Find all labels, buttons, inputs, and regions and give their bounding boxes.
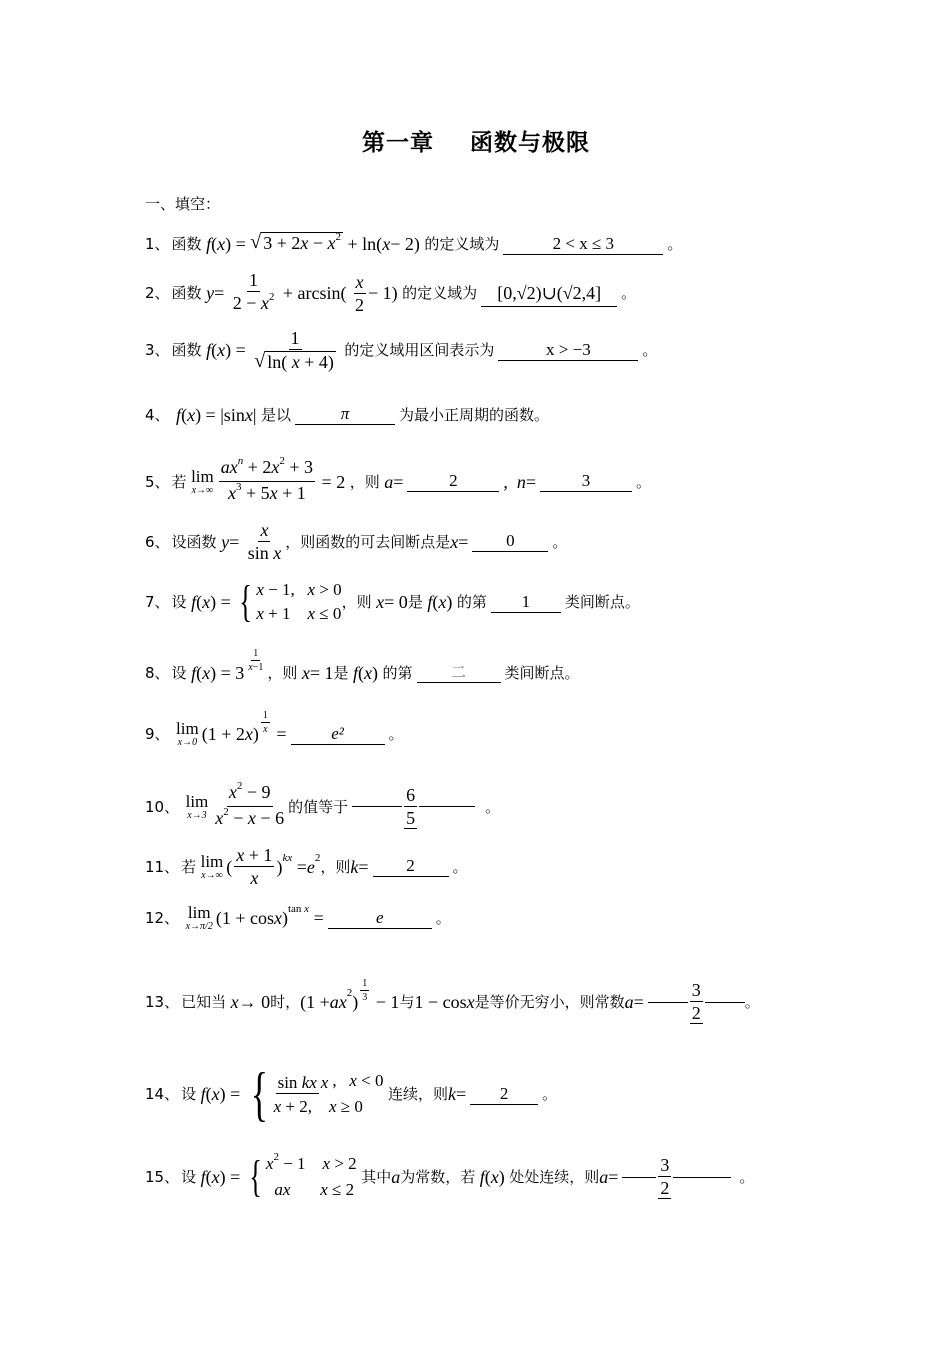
- answer-2: [0,√2)∪(√2,4]: [481, 280, 617, 307]
- answer-8: 二: [417, 662, 501, 683]
- question-10: 10、 lim x→3 $\frac{x^2 - 9}{x^2 - x - 6}$ 的值等于 $\frac{6}{5}$ 。: [145, 782, 500, 831]
- answer-1: 2 < x ≤ 3: [503, 234, 663, 255]
- answer-7: 1: [491, 592, 561, 613]
- question-2: 2、 函数 y = $\frac{1}{2 - x^2}$ + arcsin( $\frac{x}{2}$ − 1) 的定义域为 [0,√2)∪(√2,4] 。: [145, 270, 637, 315]
- formula-7: f ( x ) = { x − 1, x > 0 x + 1 x ≤ 0: [191, 577, 342, 626]
- question-13: 13、 已知当 x → 0 时， (1 + ax 2 ) $\frac{1}{3}$ − 1 与 1 − cos x 是等价无穷小，则常数 a = $\frac{3}{2}$ 。: [145, 977, 760, 1023]
- answer-15: $\frac{3}{2}$: [660, 1155, 670, 1198]
- formula-15: f ( x ) = { x2 − 1 x > 2 ax x ≤ 2: [200, 1151, 357, 1201]
- answer-11: 2: [373, 856, 449, 877]
- answer-10: $\frac{6}{5}$: [406, 784, 416, 828]
- answer-6: 0: [472, 531, 548, 552]
- section-heading: 一、填空：: [145, 195, 221, 213]
- question-4: 4、 f ( x ) = |sin x | 是以 π 为最小正周期的函数。: [145, 404, 549, 425]
- formula-12: lim x→π/2 (1 + cos x ) tan x =: [185, 903, 324, 932]
- answer-14: 2: [470, 1084, 538, 1105]
- answer-4: π: [295, 404, 395, 425]
- formula-10: lim x→3 $\frac{x^2 - 9}{x^2 - x - 6}$: [185, 780, 285, 828]
- question-14: 14、 设 f ( x ) = { sin kx x , x < 0 x + 2, x ≥ 0 连续，则 k = 2 。: [145, 1061, 558, 1127]
- question-9: 9、 lim x→0 (1 + 2 x ) $\frac{1}{x}$ = e² 。: [145, 709, 404, 748]
- formula-8: f ( x ) = 3 $\frac{1}{x-1}$: [191, 648, 264, 683]
- answer-12: e: [328, 908, 432, 929]
- page-title: 第一章 函数与极限: [361, 130, 591, 156]
- question-15: 15、 设 f ( x ) = { x2 − 1 x > 2 ax x ≤ 2 其中 a 为常数，若 f ( x ) 处处连续，则 a = $\frac{3}{2}$ 。: [145, 1151, 755, 1201]
- formula-5: lim x→∞ $\frac{ax^n + 2x^2 + 3}{x^3 + 5x + 1}$ = 2: [191, 455, 350, 503]
- formula-1: f ( x ) = √ $3 + 2x - x^2$ + ln( x − 2): [206, 231, 425, 254]
- answer-3: x > −3: [498, 340, 638, 361]
- formula-2: y = $\frac{1}{2 - x^2}$ + arcsin( $\frac{x}{2}$ − 1): [206, 270, 403, 315]
- formula-3: f ( x ) = 1 √ ln( x + 4): [206, 328, 334, 372]
- formula-11: lim x→∞ ( $\frac{x + 1}{x}$ ) kx = e 2: [200, 845, 321, 888]
- question-3: 3、 函数 f ( x ) = 1 √ ln( x + 4) 的定义域用区间表示为 x > −3 。: [145, 328, 658, 372]
- formula-13: (1 + ax 2 ) $\frac{1}{3}$ − 1: [300, 977, 400, 1012]
- formula-6: y = $\frac{x}{\text{sin x}}$: [221, 520, 282, 563]
- question-5: 5、 若 lim x→∞ $\frac{ax^n + 2x^2 + 3}{x^3 + 5x + 1}$ = 2 ，则 a = 2 , n = 3 。: [145, 457, 651, 506]
- answer-13: $\frac{3}{2}$: [691, 980, 701, 1023]
- formula-9: lim x→0 (1 + 2 x ) $\frac{1}{x}$ =: [176, 709, 287, 748]
- formula-4: f ( x ) = |sin x |: [176, 404, 261, 425]
- formula-14: f ( x ) = { sin kx x , x < 0 x + 2, x ≥ 0: [200, 1061, 384, 1127]
- answer-5a: 2: [407, 471, 499, 492]
- question-12: 12、 lim x→π/2 (1 + cos x ) tan x = e 。: [145, 903, 451, 932]
- question-8: 8、 设 f ( x ) = 3 $\frac{1}{x-1}$ ，则 x = 1 是 f ( x ) 的第 二 类间断点。: [145, 660, 580, 685]
- question-6: 6、 设函数 y = $\frac{x}{\text{sin x}}$ ，则函数的可去间断点是 x = 0 。: [145, 520, 568, 563]
- question-7: 7、 设 f ( x ) = { x − 1, x > 0 x + 1 x ≤ 0 ，则 x = 0 是 f ( x ) 的第 1 类间断点。: [145, 577, 640, 626]
- answer-5b: 3: [540, 471, 632, 492]
- question-11: 11、 若 lim x→∞ ( $\frac{x + 1}{x}$ ) kx = e 2 ，则 k = 2 。: [145, 845, 468, 888]
- question-1: 1、 函数 f ( x ) = √ $3 + 2x - x^2$ + ln( x − 2) 的定义域为 2 < x ≤ 3 。: [145, 231, 683, 254]
- answer-9: e²: [291, 724, 385, 745]
